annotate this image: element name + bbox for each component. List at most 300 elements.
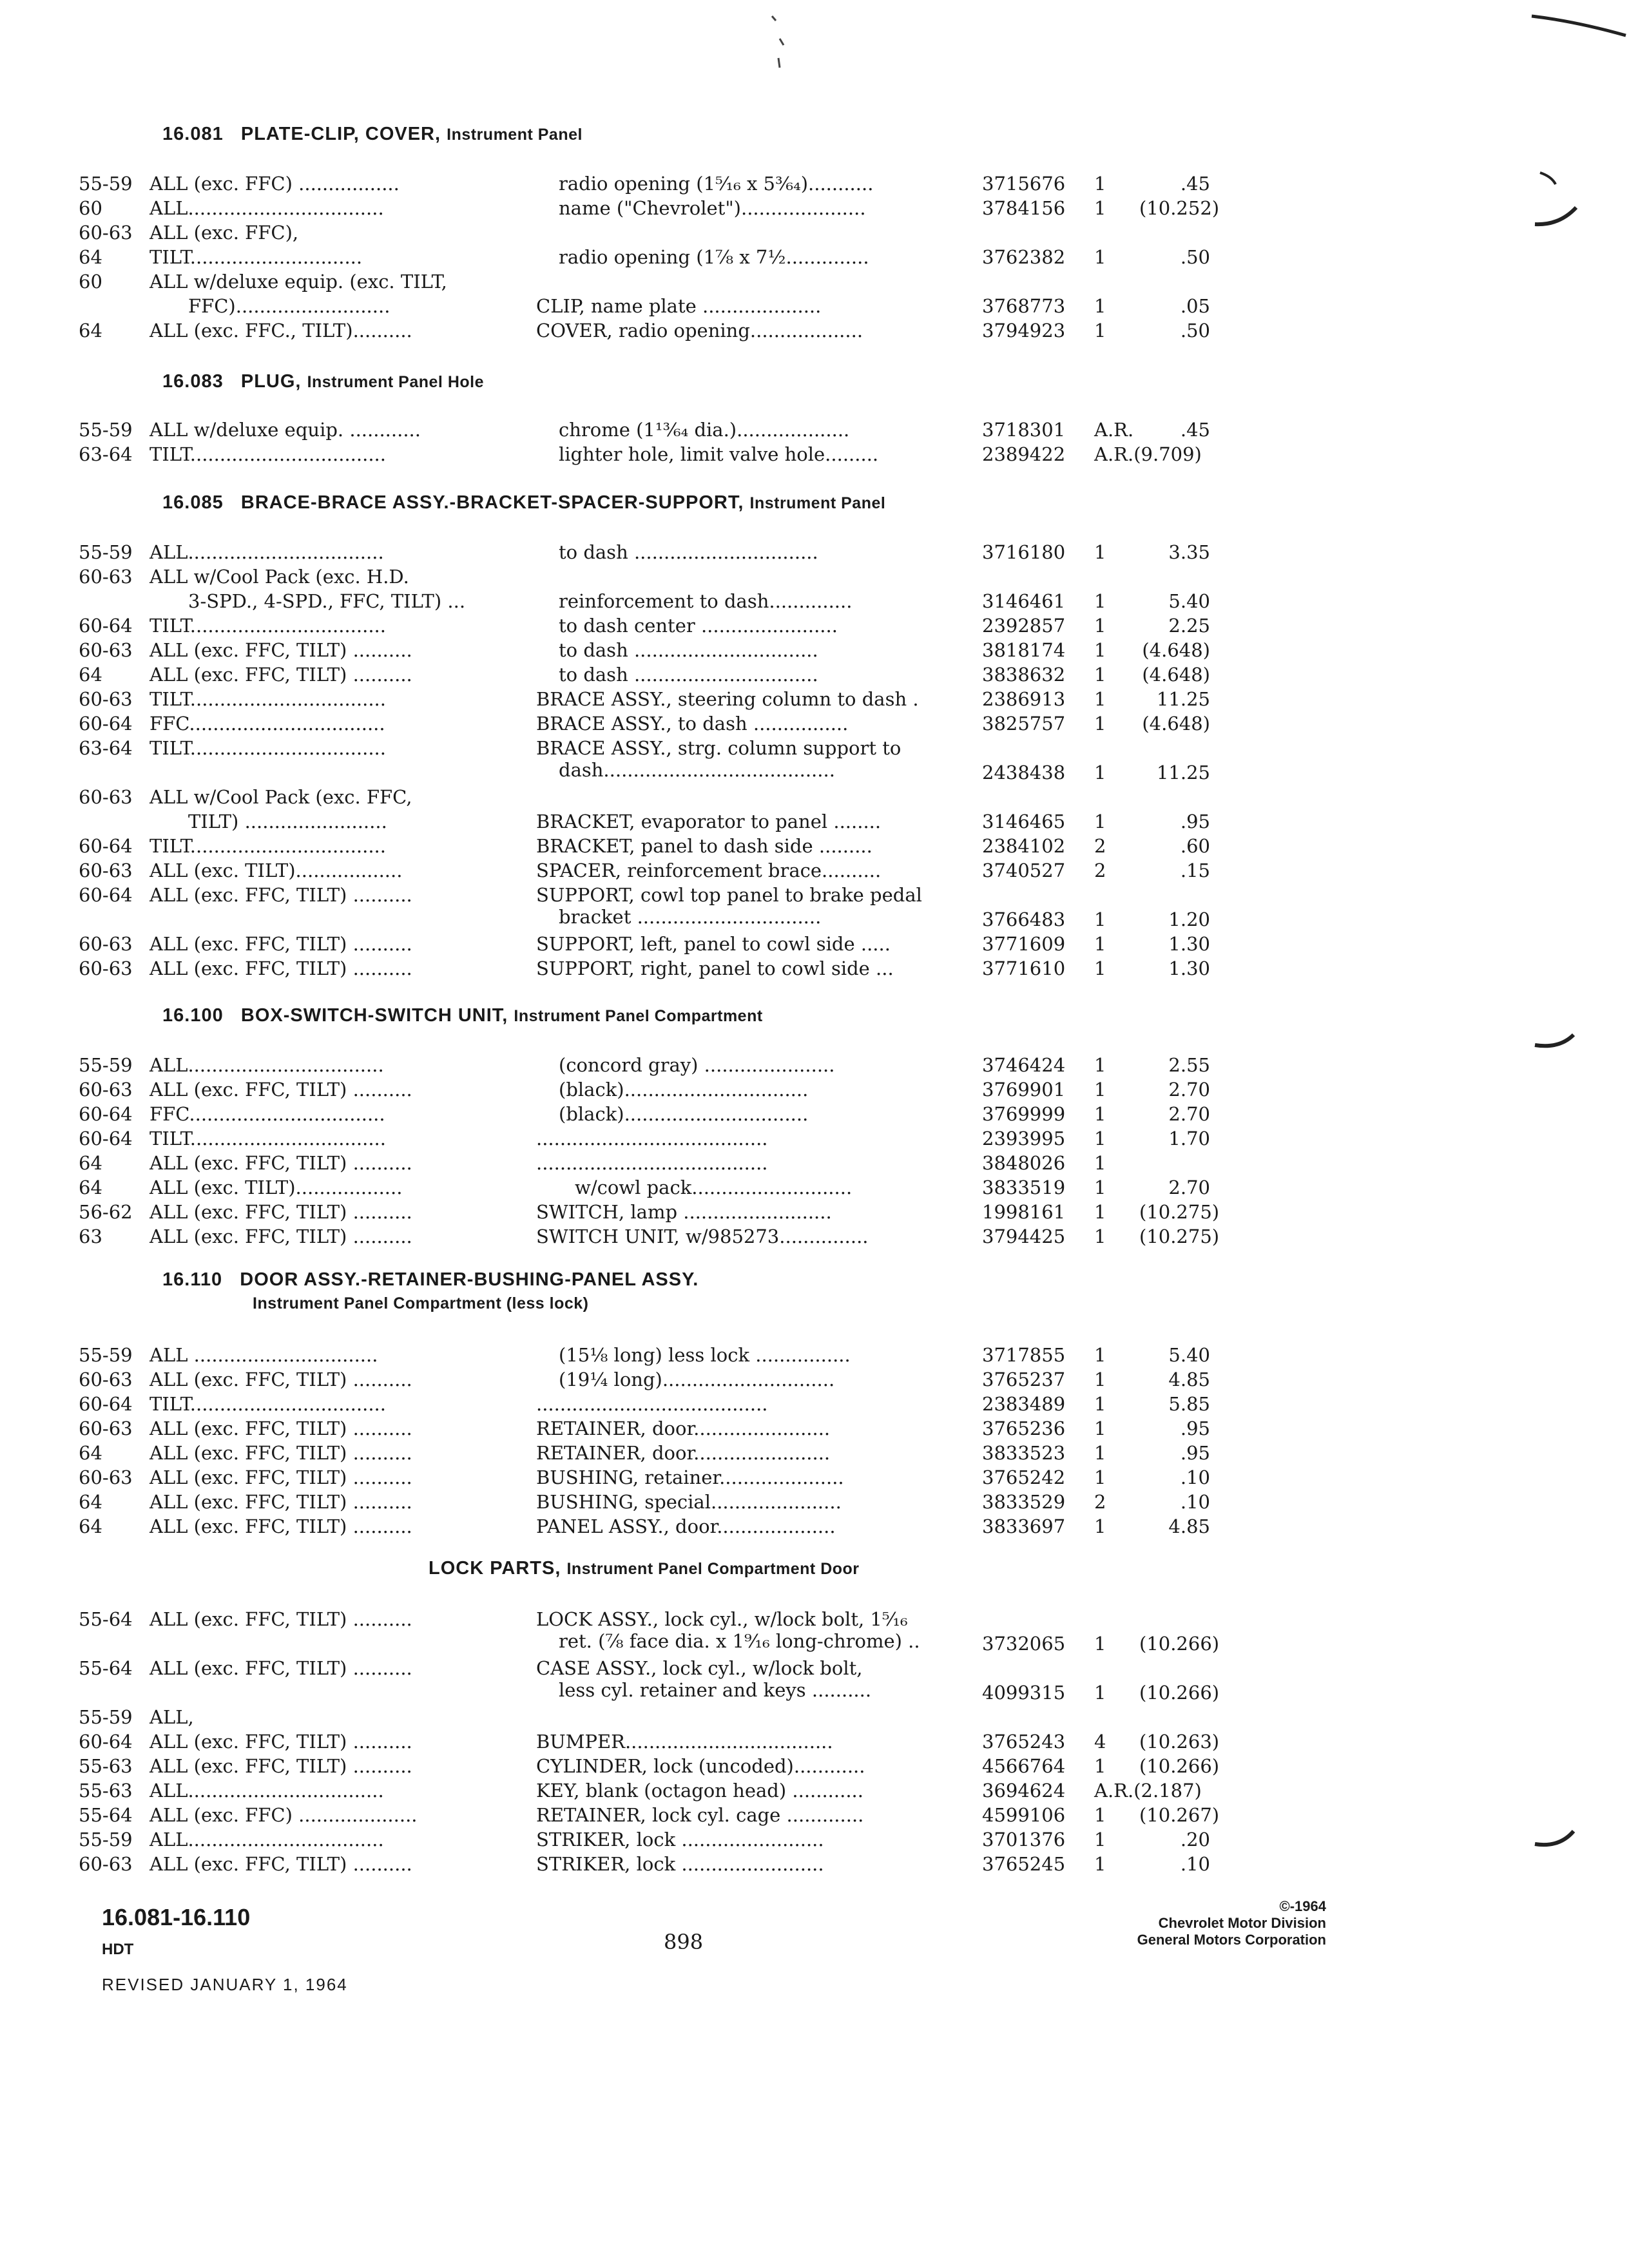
- cell-part: 3146465: [982, 811, 1066, 832]
- page-number: 898: [664, 1930, 704, 1954]
- cell-qty: 1: [1094, 908, 1106, 930]
- cell-models: ALL (exc. FFC, TILT) ..........: [149, 1079, 412, 1100]
- section-title: BOX-SWITCH-SWITCH UNIT,: [240, 1005, 508, 1026]
- cell-qty: 1: [1094, 615, 1106, 637]
- cell-part: 3765237: [982, 1369, 1066, 1390]
- cell-desc: RETAINER, door.......................: [536, 1418, 831, 1439]
- cell-desc: BRACE ASSY., to dash ................: [536, 713, 849, 735]
- cell-part: 3825757: [982, 713, 1066, 735]
- section-heading-16083: [162, 371, 484, 392]
- cell-qty: 1: [1094, 1755, 1106, 1777]
- section-heading-16110: [162, 1269, 699, 1313]
- cell-qty: 1: [1094, 1633, 1106, 1655]
- cell-years: 64: [79, 1515, 102, 1537]
- cell-price: (4.648): [1142, 664, 1210, 686]
- cell-qty: 1: [1094, 1225, 1106, 1247]
- cell-years: 55-64: [79, 1608, 133, 1630]
- cell-years: 64: [79, 1152, 102, 1174]
- section-subtitle: Instrument Panel Compartment (less lock): [253, 1294, 589, 1312]
- cell-years: 60-64: [79, 1128, 133, 1149]
- cell-qty: 2: [1094, 835, 1106, 857]
- scan-mark-top: [767, 13, 793, 71]
- cell-models: ALL (exc. FFC, TILT) ..........: [149, 933, 412, 955]
- cell-desc: KEY, blank (octagon head) ............: [536, 1780, 863, 1802]
- cell-models: FFC.................................: [149, 713, 385, 735]
- cell-qty: 1: [1094, 957, 1106, 979]
- cell-qty: 1: [1094, 1829, 1106, 1850]
- cell-price: (10.266): [1139, 1682, 1220, 1704]
- cell-part: 1998161: [982, 1201, 1066, 1223]
- cell-models: ALL (exc. FFC, TILT) ..........: [149, 1608, 412, 1630]
- cell-part: 3848026: [982, 1152, 1066, 1174]
- cell-desc: chrome (1¹³⁄₆₄ dia.)...................: [559, 419, 850, 441]
- cell-desc: BRACKET, evaporator to panel ........: [536, 811, 882, 832]
- cell-part: 4599106: [982, 1804, 1066, 1826]
- cell-part: 3833523: [982, 1442, 1066, 1464]
- cell-part: 3794425: [982, 1225, 1066, 1247]
- cell-models: ALL.................................: [149, 1054, 384, 1076]
- cell-years: 60-63: [79, 1079, 133, 1100]
- cell-qty: 1: [1094, 1418, 1106, 1439]
- cell-price: .95: [1180, 1418, 1210, 1439]
- cell-years: 55-59: [79, 1829, 133, 1850]
- cell-models: FFC.................................: [149, 1103, 385, 1125]
- cell-part: 3765245: [982, 1853, 1066, 1875]
- cell-models: TILT.................................: [149, 688, 386, 710]
- cell-models: TILT.................................: [149, 615, 386, 637]
- cell-part: 2386913: [982, 688, 1066, 710]
- cell-qty: 1: [1094, 811, 1106, 832]
- footer-revised-date: REVISED JANUARY 1, 1964: [102, 1975, 348, 1994]
- cell-part: 2383489: [982, 1393, 1066, 1415]
- cell-desc: BRACKET, panel to dash side .........: [536, 835, 872, 857]
- cell-models: ALL (exc. FFC, TILT) ..........: [149, 1491, 412, 1513]
- cell-years: 60: [79, 197, 102, 219]
- cell-models: ALL (exc. FFC, TILT) ..........: [149, 957, 412, 979]
- cell-qty: 1: [1094, 1853, 1106, 1875]
- cell-desc: reinforcement to dash..............: [559, 590, 853, 612]
- cell-desc: BRACE ASSY., steering column to dash .: [536, 688, 919, 710]
- section-number: 16.081: [162, 124, 224, 144]
- cell-desc: (15⅛ long) less lock ................: [559, 1344, 851, 1366]
- cell-price: .45: [1180, 419, 1210, 441]
- cell-desc: (black)...............................: [559, 1079, 809, 1100]
- cell-part: 3765236: [982, 1418, 1066, 1439]
- cell-price: .15: [1180, 860, 1210, 881]
- cell-years: 55-59: [79, 541, 133, 563]
- cell-models: ALL (exc. FFC, TILT) ..........: [149, 1152, 412, 1174]
- cell-qty: 1: [1094, 1201, 1106, 1223]
- cell-years: 60-63: [79, 786, 133, 808]
- cell-part: 2392857: [982, 615, 1066, 637]
- cell-price: 2.70: [1168, 1103, 1210, 1125]
- cell-desc: BUSHING, retainer.....................: [536, 1466, 844, 1488]
- cell-price: 5.85: [1168, 1393, 1210, 1415]
- cell-years: 64: [79, 1177, 102, 1198]
- section-number: 16.085: [162, 492, 224, 513]
- cell-desc: to dash ...............................: [559, 541, 818, 563]
- cell-part: 2393995: [982, 1128, 1066, 1149]
- cell-desc: LOCK ASSY., lock cyl., w/lock bolt, 1⁵⁄₁₆ ret. (⅞ face dia. x 1⁹⁄₁₆ long-chrome) ..: [536, 1608, 920, 1652]
- cell-desc: SUPPORT, cowl top panel to brake pedal bracket ...............................: [536, 884, 922, 928]
- cell-price: .95: [1180, 1442, 1210, 1464]
- cell-qty: 1: [1094, 197, 1106, 219]
- cell-models: ALL ...............................: [149, 1344, 378, 1366]
- cell-models: ALL (exc. FFC., TILT)..........: [149, 320, 412, 341]
- cell-years: 56-62: [79, 1201, 133, 1223]
- cell-qty: 1: [1094, 1128, 1106, 1149]
- cell-models: ALL (exc. TILT)..................: [149, 860, 403, 881]
- cell-years: 60-63: [79, 1466, 133, 1488]
- cell-years: 60-64: [79, 713, 133, 735]
- footer-section-range: 16.081-16.110: [102, 1904, 251, 1930]
- cell-price: 4.85: [1168, 1369, 1210, 1390]
- cell-part: 3833697: [982, 1515, 1066, 1537]
- cell-desc: RETAINER, lock cyl. cage .............: [536, 1804, 864, 1826]
- section-title: PLUG,: [240, 371, 302, 392]
- cell-desc: STRIKER, lock ........................: [536, 1853, 824, 1875]
- section-number: 16.083: [162, 371, 224, 392]
- cell-price: 4.85: [1168, 1515, 1210, 1537]
- cell-years: 60-63: [79, 688, 133, 710]
- cell-models: ALL (exc. FFC, TILT) ..........: [149, 1853, 412, 1875]
- cell-models: TILT.................................: [149, 1128, 386, 1149]
- cell-qty: 1: [1094, 541, 1106, 563]
- cell-price: 5.40: [1168, 1344, 1210, 1366]
- cell-years: 60: [79, 271, 102, 293]
- cell-price: .20: [1180, 1829, 1210, 1850]
- cell-years: 64: [79, 1442, 102, 1464]
- cell-models: ALL (exc. TILT)..................: [149, 1177, 403, 1198]
- cell-qty: 1: [1094, 1804, 1106, 1826]
- cell-years: 60-63: [79, 1418, 133, 1439]
- cell-part: 3833529: [982, 1491, 1066, 1513]
- cell-years: 60-63: [79, 639, 133, 661]
- cell-part: 3771609: [982, 933, 1066, 955]
- cell-desc: lighter hole, limit valve hole.........: [559, 443, 879, 465]
- section-title: PLATE-CLIP, COVER,: [240, 124, 441, 144]
- cell-price: 11.25: [1156, 762, 1210, 783]
- cell-qty: 1: [1094, 1054, 1106, 1076]
- cell-part: 3701376: [982, 1829, 1066, 1850]
- cell-years: 55-63: [79, 1755, 133, 1777]
- binder-mark-3: [1534, 1817, 1585, 1862]
- cell-desc: .......................................: [536, 1128, 768, 1149]
- cell-years: 63: [79, 1225, 102, 1247]
- cell-qty: 2: [1094, 860, 1106, 881]
- section-title: BRACE-BRACE ASSY.-BRACKET-SPACER-SUPPORT,: [240, 492, 744, 513]
- cell-models: TILT) ........................: [188, 811, 387, 832]
- cell-years: 64: [79, 246, 102, 268]
- cell-part: 3746424: [982, 1054, 1066, 1076]
- cell-models: ALL (exc. FFC, TILT) ..........: [149, 1515, 412, 1537]
- cell-price: .10: [1180, 1466, 1210, 1488]
- binder-mark-1: [1534, 168, 1585, 232]
- cell-part: 4099315: [982, 1682, 1066, 1704]
- cell-years: 60-63: [79, 933, 133, 955]
- cell-qty: A.R.: [1094, 419, 1134, 441]
- cell-price: 11.25: [1156, 688, 1210, 710]
- cell-qty: 1: [1094, 320, 1106, 341]
- cell-models: ALL.................................: [149, 541, 384, 563]
- cell-qty: 1: [1094, 590, 1106, 612]
- cell-part: 3765243: [982, 1731, 1066, 1753]
- cell-price: (10.266): [1139, 1755, 1220, 1777]
- cell-price: 2.70: [1168, 1079, 1210, 1100]
- cell-desc: SWITCH UNIT, w/985273...............: [536, 1225, 869, 1247]
- cell-years: 60-63: [79, 566, 133, 588]
- cell-qty: 1: [1094, 933, 1106, 955]
- cell-qty: 1: [1094, 173, 1106, 195]
- section-heading-lock-parts: [429, 1558, 860, 1579]
- cell-models: ALL (exc. FFC, TILT) ..........: [149, 1755, 412, 1777]
- cell-models: ALL (exc. FFC, TILT) ..........: [149, 1369, 412, 1390]
- cell-years: 60-64: [79, 1731, 133, 1753]
- cell-part: 2389422: [982, 443, 1066, 465]
- cell-years: 60-63: [79, 957, 133, 979]
- cell-models: TILT.................................: [149, 737, 386, 759]
- cell-part: 3771610: [982, 957, 1066, 979]
- cell-price: (10.252): [1139, 197, 1220, 219]
- cell-years: 55-59: [79, 173, 133, 195]
- cell-qty: 1: [1094, 246, 1106, 268]
- cell-qty: 1: [1094, 639, 1106, 661]
- cell-desc: w/cowl pack...........................: [575, 1177, 853, 1198]
- cell-price: 2.70: [1168, 1177, 1210, 1198]
- cell-desc: SUPPORT, right, panel to cowl side ...: [536, 957, 894, 979]
- cell-models: ALL w/Cool Pack (exc. FFC,: [149, 786, 412, 808]
- cell-models: ALL (exc. FFC, TILT) ..........: [149, 1657, 412, 1679]
- cell-price: .10: [1180, 1491, 1210, 1513]
- cell-years: 60-64: [79, 835, 133, 857]
- cell-price: 2.25: [1168, 615, 1210, 637]
- section-subtitle: Instrument Panel: [749, 494, 886, 512]
- cell-part: 3718301: [982, 419, 1066, 441]
- division-name: Chevrolet Motor Division: [1158, 1915, 1326, 1931]
- cell-qty: 1: [1094, 1393, 1106, 1415]
- cell-years: 60-63: [79, 1853, 133, 1875]
- cell-desc: SUPPORT, left, panel to cowl side .....: [536, 933, 891, 955]
- cell-part: 3833519: [982, 1177, 1066, 1198]
- cell-desc: to dash center .......................: [559, 615, 838, 637]
- cell-years: 55-59: [79, 1706, 133, 1728]
- cell-desc: .......................................: [536, 1152, 768, 1174]
- cell-desc: radio opening (1⁵⁄₁₆ x 5³⁄₆₄)...........: [559, 173, 874, 195]
- cell-part: 3715676: [982, 173, 1066, 195]
- cell-price: .50: [1180, 320, 1210, 341]
- cell-qty: A.R.(9.709): [1094, 443, 1202, 465]
- section-subtitle: Instrument Panel Compartment Door: [566, 1560, 860, 1578]
- cell-price: 1.20: [1168, 908, 1210, 930]
- section-title: DOOR ASSY.-RETAINER-BUSHING-PANEL ASSY.: [240, 1269, 699, 1290]
- cell-models: TILT.................................: [149, 1393, 386, 1415]
- cell-part: 3838632: [982, 664, 1066, 686]
- cell-part: 3769999: [982, 1103, 1066, 1125]
- cell-models: ALL (exc. FFC),: [149, 222, 299, 244]
- cell-desc: to dash ...............................: [559, 664, 818, 686]
- cell-desc: PANEL ASSY., door....................: [536, 1515, 836, 1537]
- cell-years: 60-64: [79, 615, 133, 637]
- cell-desc: RETAINER, door.......................: [536, 1442, 831, 1464]
- footer-code: HDT: [102, 1941, 134, 1958]
- cell-part: 3765242: [982, 1466, 1066, 1488]
- cell-models: ALL (exc. FFC, TILT) ..........: [149, 1466, 412, 1488]
- cell-part: 3768773: [982, 295, 1066, 317]
- cell-years: 60-64: [79, 1103, 133, 1125]
- section-number: 16.110: [162, 1269, 223, 1290]
- cell-qty: 4: [1094, 1731, 1106, 1753]
- cell-price: 3.35: [1168, 541, 1210, 563]
- footer-publisher: [1137, 1898, 1326, 1948]
- cell-desc: (black)...............................: [559, 1103, 809, 1125]
- cell-years: 55-59: [79, 419, 133, 441]
- cell-part: 3146461: [982, 590, 1066, 612]
- cell-qty: 1: [1094, 1344, 1106, 1366]
- cell-price: 1.70: [1168, 1128, 1210, 1149]
- cell-years: 60-63: [79, 1369, 133, 1390]
- cell-part: 3766483: [982, 908, 1066, 930]
- cell-price: (10.263): [1139, 1731, 1220, 1753]
- cell-price: 5.40: [1168, 590, 1210, 612]
- cell-part: 3717855: [982, 1344, 1066, 1366]
- cell-price: .05: [1180, 295, 1210, 317]
- cell-part: 3784156: [982, 197, 1066, 219]
- cell-price: (10.275): [1139, 1201, 1220, 1223]
- cell-part: 3794923: [982, 320, 1066, 341]
- section-heading-16100: [162, 1005, 763, 1026]
- cell-desc: CLIP, name plate ....................: [536, 295, 822, 317]
- cell-desc: name ("Chevrolet").....................: [559, 197, 866, 219]
- cell-models: ALL.................................: [149, 1829, 384, 1850]
- cell-years: 55-63: [79, 1780, 133, 1802]
- cell-desc: BUMPER...................................: [536, 1731, 833, 1753]
- cell-part: 3818174: [982, 639, 1066, 661]
- cell-qty: 1: [1094, 1466, 1106, 1488]
- cell-models: ALL (exc. FFC) .................: [149, 173, 400, 195]
- cell-qty: 1: [1094, 1152, 1106, 1174]
- section-heading-16085: [162, 492, 885, 514]
- cell-years: 64: [79, 320, 102, 341]
- cell-desc: CASE ASSY., lock cyl., w/lock bolt, less cyl. retainer and keys ..........: [536, 1657, 872, 1701]
- cell-part: 3762382: [982, 246, 1066, 268]
- cell-part: 4566764: [982, 1755, 1066, 1777]
- cell-desc: SWITCH, lamp .........................: [536, 1201, 832, 1223]
- cell-years: 55-59: [79, 1344, 133, 1366]
- copyright: ©-1964: [1279, 1898, 1326, 1914]
- cell-models: TILT.................................: [149, 443, 386, 465]
- cell-models: ALL.................................: [149, 1780, 384, 1802]
- section-subtitle: Instrument Panel Hole: [307, 373, 485, 391]
- cell-models: ALL (exc. FFC, TILT) ..........: [149, 1418, 412, 1439]
- cell-qty: 1: [1094, 688, 1106, 710]
- cell-models: FFC)..........................: [188, 295, 390, 317]
- cell-qty: 1: [1094, 1515, 1106, 1537]
- cell-years: 55-59: [79, 1054, 133, 1076]
- cell-qty: 1: [1094, 1369, 1106, 1390]
- cell-models: ALL (exc. FFC, TILT) ..........: [149, 1442, 412, 1464]
- cell-price: 2.55: [1168, 1054, 1210, 1076]
- cell-part: 3694624: [982, 1780, 1066, 1802]
- cell-desc: (19¼ long).............................: [559, 1369, 835, 1390]
- cell-qty: 1: [1094, 1442, 1106, 1464]
- cell-qty: 1: [1094, 762, 1106, 783]
- cell-desc: STRIKER, lock ........................: [536, 1829, 824, 1850]
- cell-part: 2384102: [982, 835, 1066, 857]
- section-subtitle: Instrument Panel Compartment: [514, 1007, 763, 1025]
- cell-years: 63-64: [79, 737, 133, 759]
- cell-desc: radio opening (1⅞ x 7½..............: [559, 246, 869, 268]
- cell-part: 3740527: [982, 860, 1066, 881]
- cell-desc: BUSHING, special......................: [536, 1491, 842, 1513]
- cell-price: (10.267): [1139, 1804, 1220, 1826]
- cell-years: 64: [79, 664, 102, 686]
- corporation-name: General Motors Corporation: [1137, 1932, 1326, 1948]
- cell-models: 3-SPD., 4-SPD., FFC, TILT) ...: [188, 590, 466, 612]
- cell-models: ALL w/deluxe equip. ............: [149, 419, 421, 441]
- cell-years: 60-63: [79, 222, 133, 244]
- cell-years: 60-64: [79, 1393, 133, 1415]
- cell-years: 63-64: [79, 443, 133, 465]
- cell-qty: 1: [1094, 1103, 1106, 1125]
- cell-models: ALL (exc. FFC, TILT) ..........: [149, 664, 412, 686]
- cell-models: ALL (exc. FFC) ....................: [149, 1804, 418, 1826]
- cell-price: .45: [1180, 173, 1210, 195]
- cell-price: (10.275): [1139, 1225, 1220, 1247]
- cell-desc: .......................................: [536, 1393, 768, 1415]
- cell-years: 64: [79, 1491, 102, 1513]
- cell-qty: 1: [1094, 295, 1106, 317]
- cell-part: 2438438: [982, 762, 1066, 783]
- cell-desc: SPACER, reinforcement brace..........: [536, 860, 882, 881]
- cell-years: 60-64: [79, 884, 133, 906]
- cell-qty: 2: [1094, 1491, 1106, 1513]
- cell-desc: (concord gray) ......................: [559, 1054, 835, 1076]
- cell-models: TILT.............................: [149, 246, 363, 268]
- binder-mark-2: [1534, 1018, 1585, 1063]
- cell-part: 3716180: [982, 541, 1066, 563]
- section-subtitle: Instrument Panel: [447, 126, 583, 144]
- cell-models: ALL (exc. FFC, TILT) ..........: [149, 1225, 412, 1247]
- cell-models: ALL w/Cool Pack (exc. H.D.: [149, 566, 409, 588]
- cell-desc: BRACE ASSY., strg. column support to dash.......................................: [536, 737, 901, 781]
- cell-price: (10.266): [1139, 1633, 1220, 1655]
- cell-price: .50: [1180, 246, 1210, 268]
- cell-years: 55-64: [79, 1657, 133, 1679]
- cell-price: (4.648): [1142, 713, 1210, 735]
- section-heading-16081: [162, 124, 583, 145]
- cell-qty: 1: [1094, 713, 1106, 735]
- scan-mark-corner: [1530, 10, 1627, 39]
- cell-models: ALL (exc. FFC, TILT) ..........: [149, 639, 412, 661]
- cell-price: .95: [1180, 811, 1210, 832]
- cell-qty: 1: [1094, 664, 1106, 686]
- cell-years: 60-63: [79, 860, 133, 881]
- cell-price: (4.648): [1142, 639, 1210, 661]
- cell-part: 3769901: [982, 1079, 1066, 1100]
- cell-price: 1.30: [1168, 957, 1210, 979]
- cell-price: .10: [1180, 1853, 1210, 1875]
- cell-models: TILT.................................: [149, 835, 386, 857]
- section-title: LOCK PARTS,: [429, 1558, 561, 1579]
- cell-models: ALL (exc. FFC, TILT) ..........: [149, 1731, 412, 1753]
- section-number: 16.100: [162, 1005, 224, 1026]
- cell-desc: to dash ...............................: [559, 639, 818, 661]
- cell-part: 3732065: [982, 1633, 1066, 1655]
- cell-price: .60: [1180, 835, 1210, 857]
- cell-desc: COVER, radio opening...................: [536, 320, 863, 341]
- cell-models: ALL.................................: [149, 197, 384, 219]
- cell-qty: 1: [1094, 1177, 1106, 1198]
